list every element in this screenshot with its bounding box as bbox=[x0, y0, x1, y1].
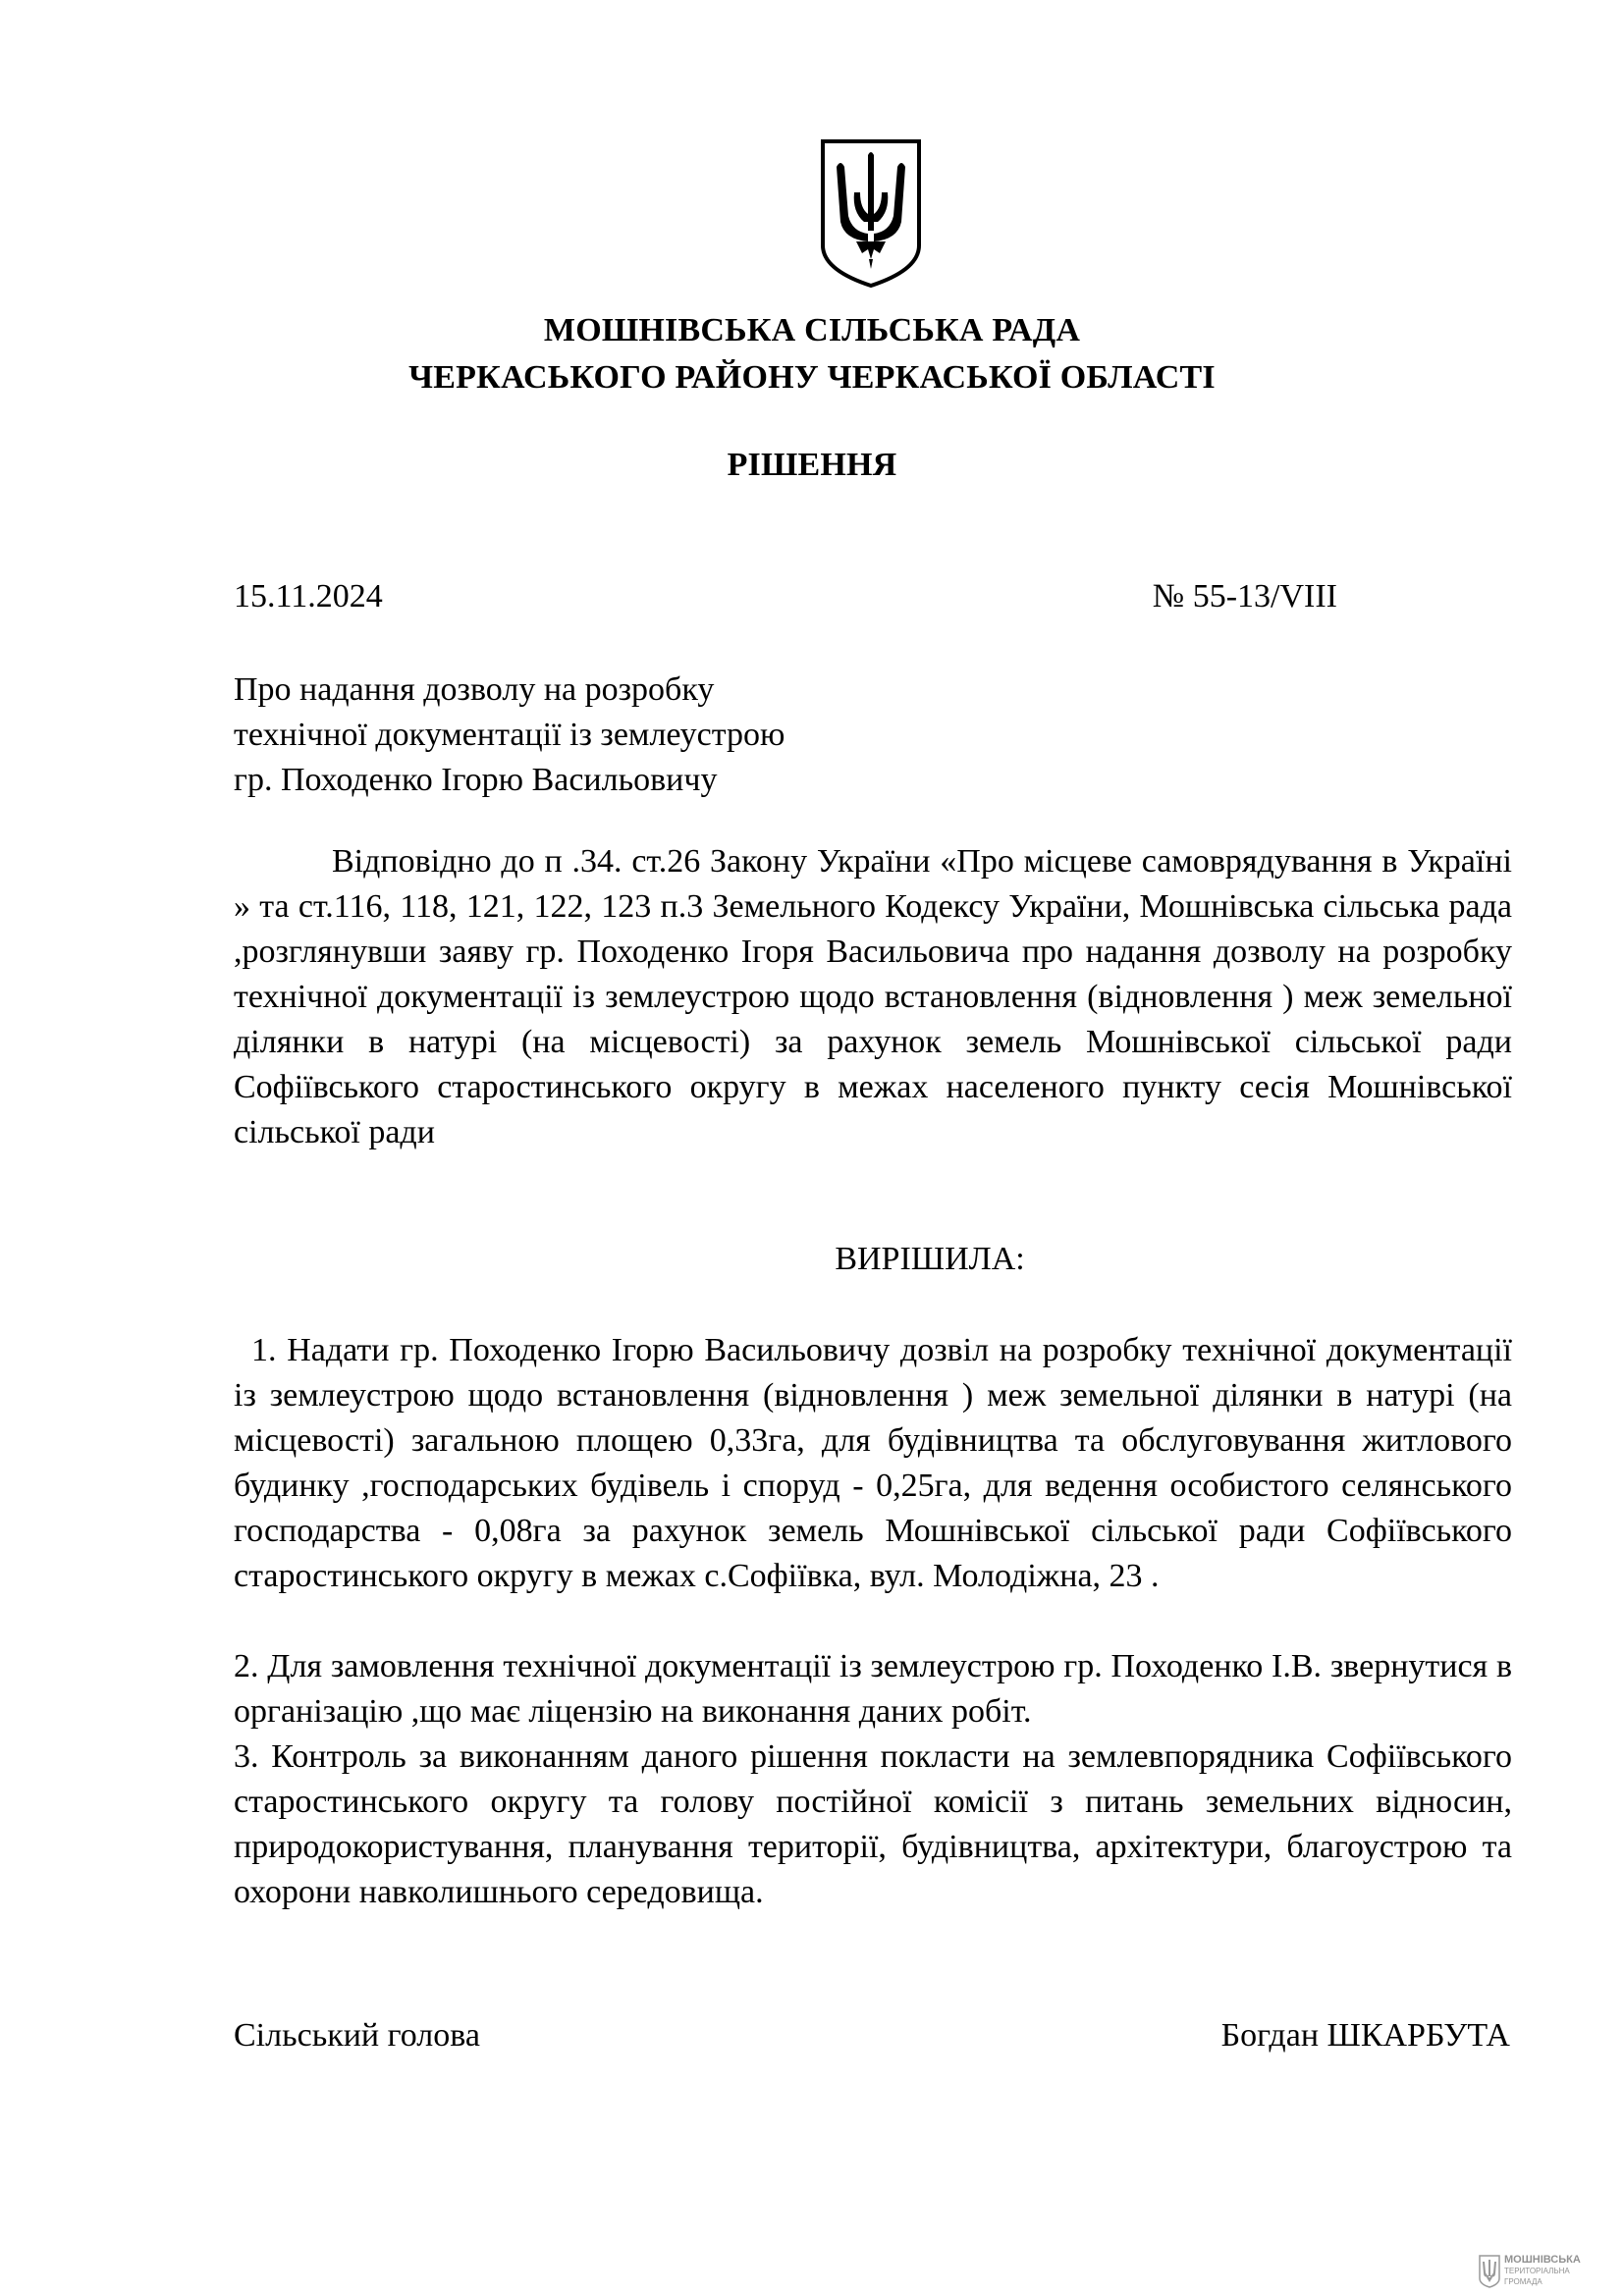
coat-of-arms-icon bbox=[819, 137, 923, 290]
document-date: 15.11.2024 bbox=[234, 578, 383, 614]
decision-item-3: 3. Контроль за виконанням даного рішення покласти на землевпорядника Софіївського старостинського округу та голову постійної комісії з питань земельних відносин, природокористування, планування території, будівництва, архітектури, благоустрою та охорони навколишнього середовища. bbox=[234, 1738, 1512, 1910]
signatory-name: Богдан ШКАРБУТА bbox=[1220, 2017, 1510, 2054]
subject-line: Про надання дозволу на розробку bbox=[234, 671, 715, 708]
signatory-title: Сільський голова bbox=[234, 2017, 480, 2054]
document-number: № 55-13/VIII bbox=[1152, 578, 1337, 614]
preamble-paragraph: Відповідно до п .34. ст.26 Закону України «Про місцеве самоврядування в Україні » та ст.116, 118, 121, 122, 123 п.3 Земельного Кодексу України, Мошнівська сільська рада ,розглянувши заяву гр. Походенко Ігоря Васильовича про надання дозволу на розробку технічної документації із землеустрою щодо встановлення (відновлення ) меж земельної ділянки в натурі (на місцевості) за рахунок земель Мошнівської сільської ради Софіївського старостинського округу в межах населеного пункту сесія Мошнівської сільської ради bbox=[234, 843, 1512, 1150]
council-name: МОШНІВСЬКА СІЛЬСЬКА РАДА bbox=[543, 312, 1081, 348]
document-type: РІШЕННЯ bbox=[727, 447, 897, 483]
watermark-line: ГРОМАДА bbox=[1504, 2277, 1543, 2286]
community-watermark bbox=[1479, 2255, 1616, 2290]
decided-heading: ВИРІШИЛА: bbox=[835, 1241, 1025, 1277]
watermark-line: ТЕРИТОРІАЛЬНА bbox=[1504, 2267, 1570, 2275]
subject-line: гр. Походенко Ігорю Васильовичу bbox=[234, 762, 718, 798]
watermark-line: МОШНІВСЬКА bbox=[1504, 2254, 1581, 2266]
council-region: ЧЕРКАСЬКОГО РАЙОНУ ЧЕРКАСЬКОЇ ОБЛАСТІ bbox=[408, 359, 1216, 396]
subject-line: технічної документації із землеустрою bbox=[234, 717, 785, 753]
document-subject bbox=[234, 667, 785, 803]
trident-icon bbox=[1479, 2255, 1500, 2288]
decision-item-1: 1. Надати гр. Походенко Ігорю Васильовичу дозвіл на розробку технічної документації із землеустрою щодо встановлення (відновлення ) меж земельної ділянки в натурі (на місцевості) загальною площею 0,33га, для будівництва та обслуговування житлового будинку ,господарських будівель і споруд - 0,25га, для ведення особистого селянського господарства - 0,08га за рахунок земель Мошнівської сільської ради Софіївського старостинського округу в межах с.Софіївка, вул. Молодіжна, 23 . bbox=[234, 1332, 1512, 1594]
decision-item-2: 2. Для замовлення технічної документації із землеустрою гр. Походенко І.В. звернутися в організацію ,що має ліцензію на виконання даних робіт. bbox=[234, 1648, 1512, 1730]
